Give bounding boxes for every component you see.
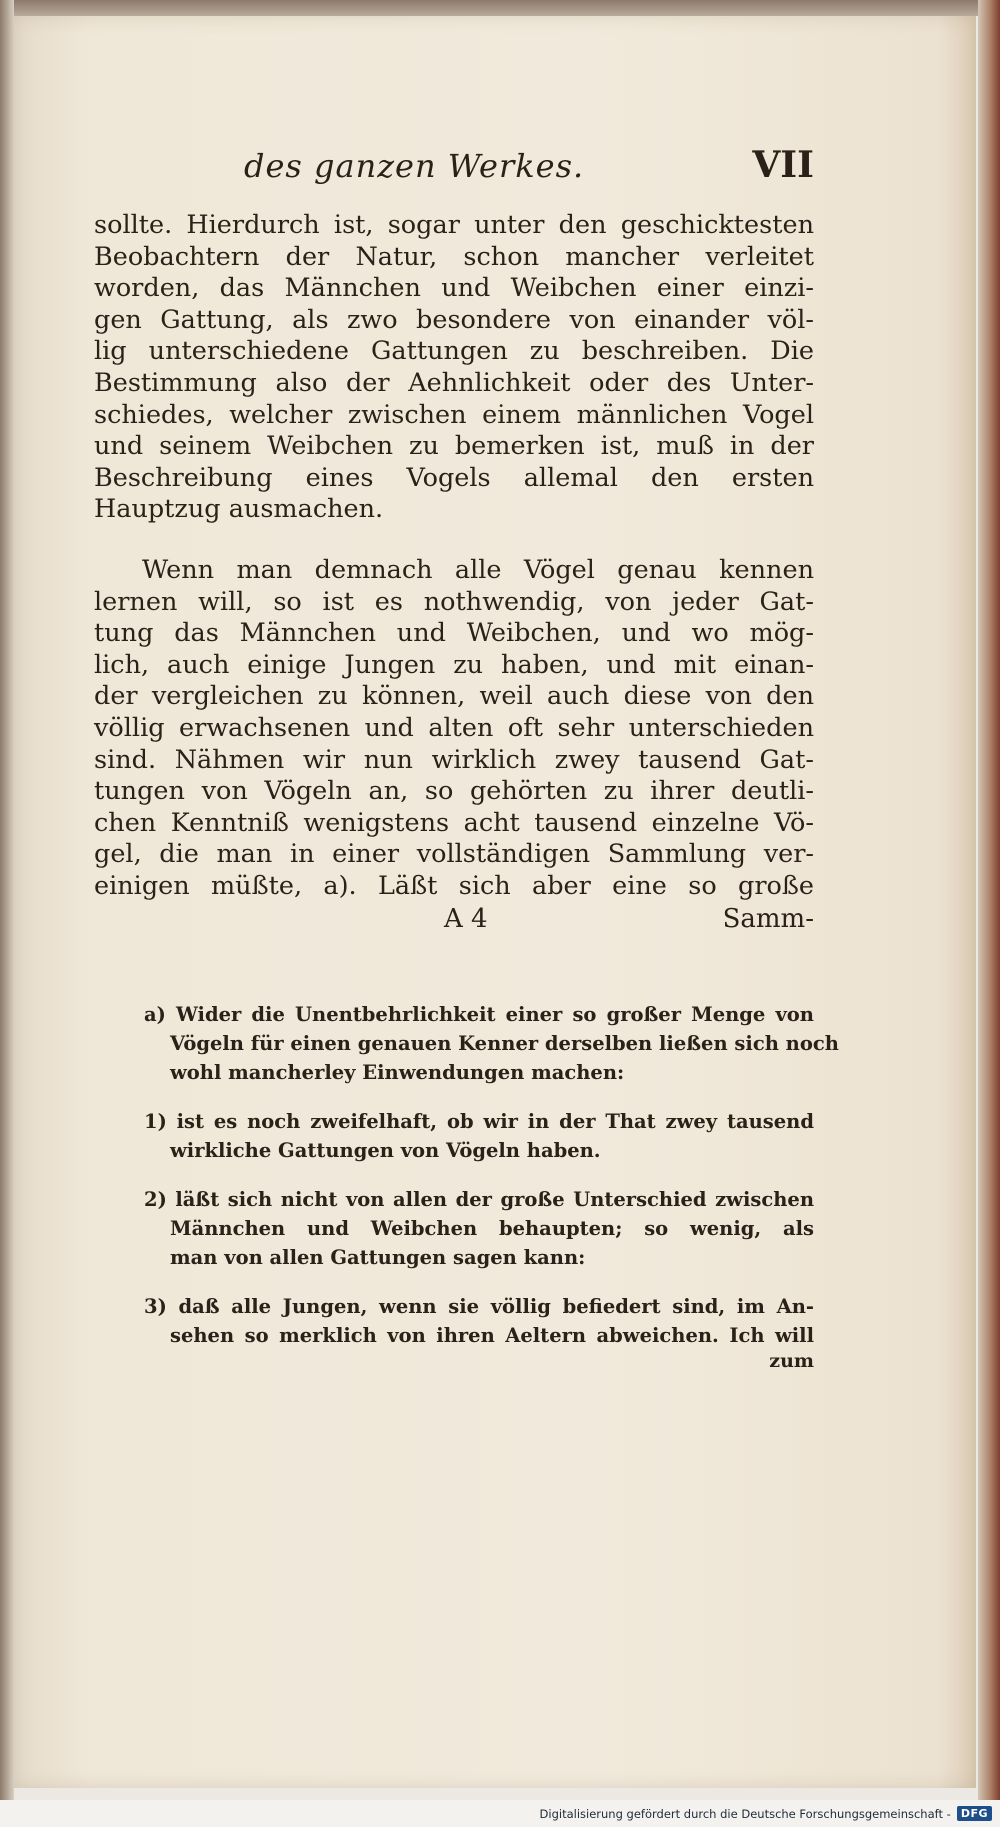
page-number: VII (752, 144, 814, 186)
catchword: Samm- (722, 904, 814, 935)
text-line: lich, auch einige Jungen zu haben, und mit einan- (94, 649, 814, 680)
footnote-gap (144, 1272, 814, 1292)
text-line: Beobachtern der Natur, schon mancher verleitet (94, 241, 814, 272)
text-line: völlig erwachsenen und alten oft sehr unterschieden (94, 712, 814, 743)
footnote-gap (144, 1165, 814, 1185)
footnote-line: man von allen Gattungen sagen kann: (170, 1246, 586, 1270)
footnote-1 (144, 1107, 814, 1165)
footnote-2 (144, 1185, 814, 1272)
text-line: worden, das Männchen und Weibchen einer einzi- (94, 273, 814, 304)
text-line: Beschreibung eines Vogels allemal den ersten (94, 462, 814, 493)
text-line: tungen von Vögeln an, so gehörten zu ihrer deutli- (94, 776, 814, 807)
footnote-line: a) Wider die Unentbehrlichkeit einer so großer Menge von (144, 1003, 814, 1027)
text-line: und seinem Weibchen zu bemerken ist, muß in der (94, 431, 814, 462)
dfg-logo-icon: DFG (957, 1806, 992, 1821)
paragraph-2 (94, 555, 814, 903)
footnote-line: wohl mancherley Einwendungen machen: (170, 1061, 625, 1085)
text-line: schiedes, welcher zwischen einem männlichen Vogel (94, 399, 814, 430)
footnote-line: Vögeln für einen genauen Kenner derselben ließen sich noch (170, 1032, 839, 1056)
book-gutter (0, 0, 14, 1827)
main-text (94, 210, 814, 942)
text-line: der vergleichen zu können, weil auch diese von den (94, 681, 814, 712)
funding-notice-text: Digitalisierung gefördert durch die Deutsche Forschungsgemeinschaft - (539, 1806, 951, 1821)
signature-mark: A 4 (444, 904, 488, 935)
running-head (244, 144, 814, 204)
footnote-line: 2) läßt sich nicht von allen der große Unterschied zwischen (144, 1188, 814, 1212)
paragraph-gap (94, 526, 814, 555)
text-line: Wenn man demnach alle Vögel genau kennen (142, 554, 814, 585)
book-fore-edge (978, 0, 1000, 1800)
book-top-edge (0, 0, 1000, 16)
signature-row (94, 904, 814, 942)
text-line: lig unterschiedene Gattungen zu beschreiben. Die (94, 336, 814, 367)
page-content (94, 144, 839, 1374)
text-line: Hauptzug ausmachen. (94, 494, 384, 525)
footnote-line: wirkliche Gattungen von Vögeln haben. (170, 1139, 601, 1163)
text-line: sollte. Hierdurch ist, sogar unter den geschicktesten (94, 210, 814, 240)
text-line: gel, die man in einer vollständigen Sammlung ver- (94, 839, 814, 870)
footnote-a (144, 1000, 839, 1087)
footnote-line: sehen so merklich von ihren Aeltern abweichen. Ich will (170, 1324, 814, 1348)
footnote-line: 1) ist es noch zweifelhaft, ob wir in der That zwey tausend (144, 1110, 814, 1134)
footnotes (94, 1000, 839, 1374)
footnote-line: Männchen und Weibchen behaupten; so wenig, als (170, 1217, 814, 1241)
paragraph-1 (94, 210, 814, 526)
text-line: lernen will, so ist es nothwendig, von jeder Gat- (94, 586, 814, 617)
funding-notice (540, 1806, 992, 1821)
text-line: sind. Nähmen wir nun wirklich zwey tausend Gat- (94, 744, 814, 775)
book-page (14, 16, 976, 1788)
text-line: chen Kenntniß wenigstens acht tausend einzelne Vö- (94, 807, 814, 838)
text-line: gen Gattung, als zwo besondere von einander völ- (94, 304, 814, 335)
footnote-catchword: zum (769, 1350, 814, 1373)
text-line: Bestimmung also der Aehnlichkeit oder des Unter- (94, 367, 814, 398)
text-line: tung das Männchen und Weibchen, und wo mög- (94, 618, 814, 649)
footnote-3 (144, 1292, 814, 1350)
footnote-line: 3) daß alle Jungen, wenn sie völlig befiedert sind, im An- (144, 1295, 814, 1319)
footnote-gap (144, 1087, 814, 1107)
text-line: einigen müßte, a). Läßt sich aber eine so große (94, 870, 814, 901)
running-title: des ganzen Werkes. (244, 147, 585, 185)
